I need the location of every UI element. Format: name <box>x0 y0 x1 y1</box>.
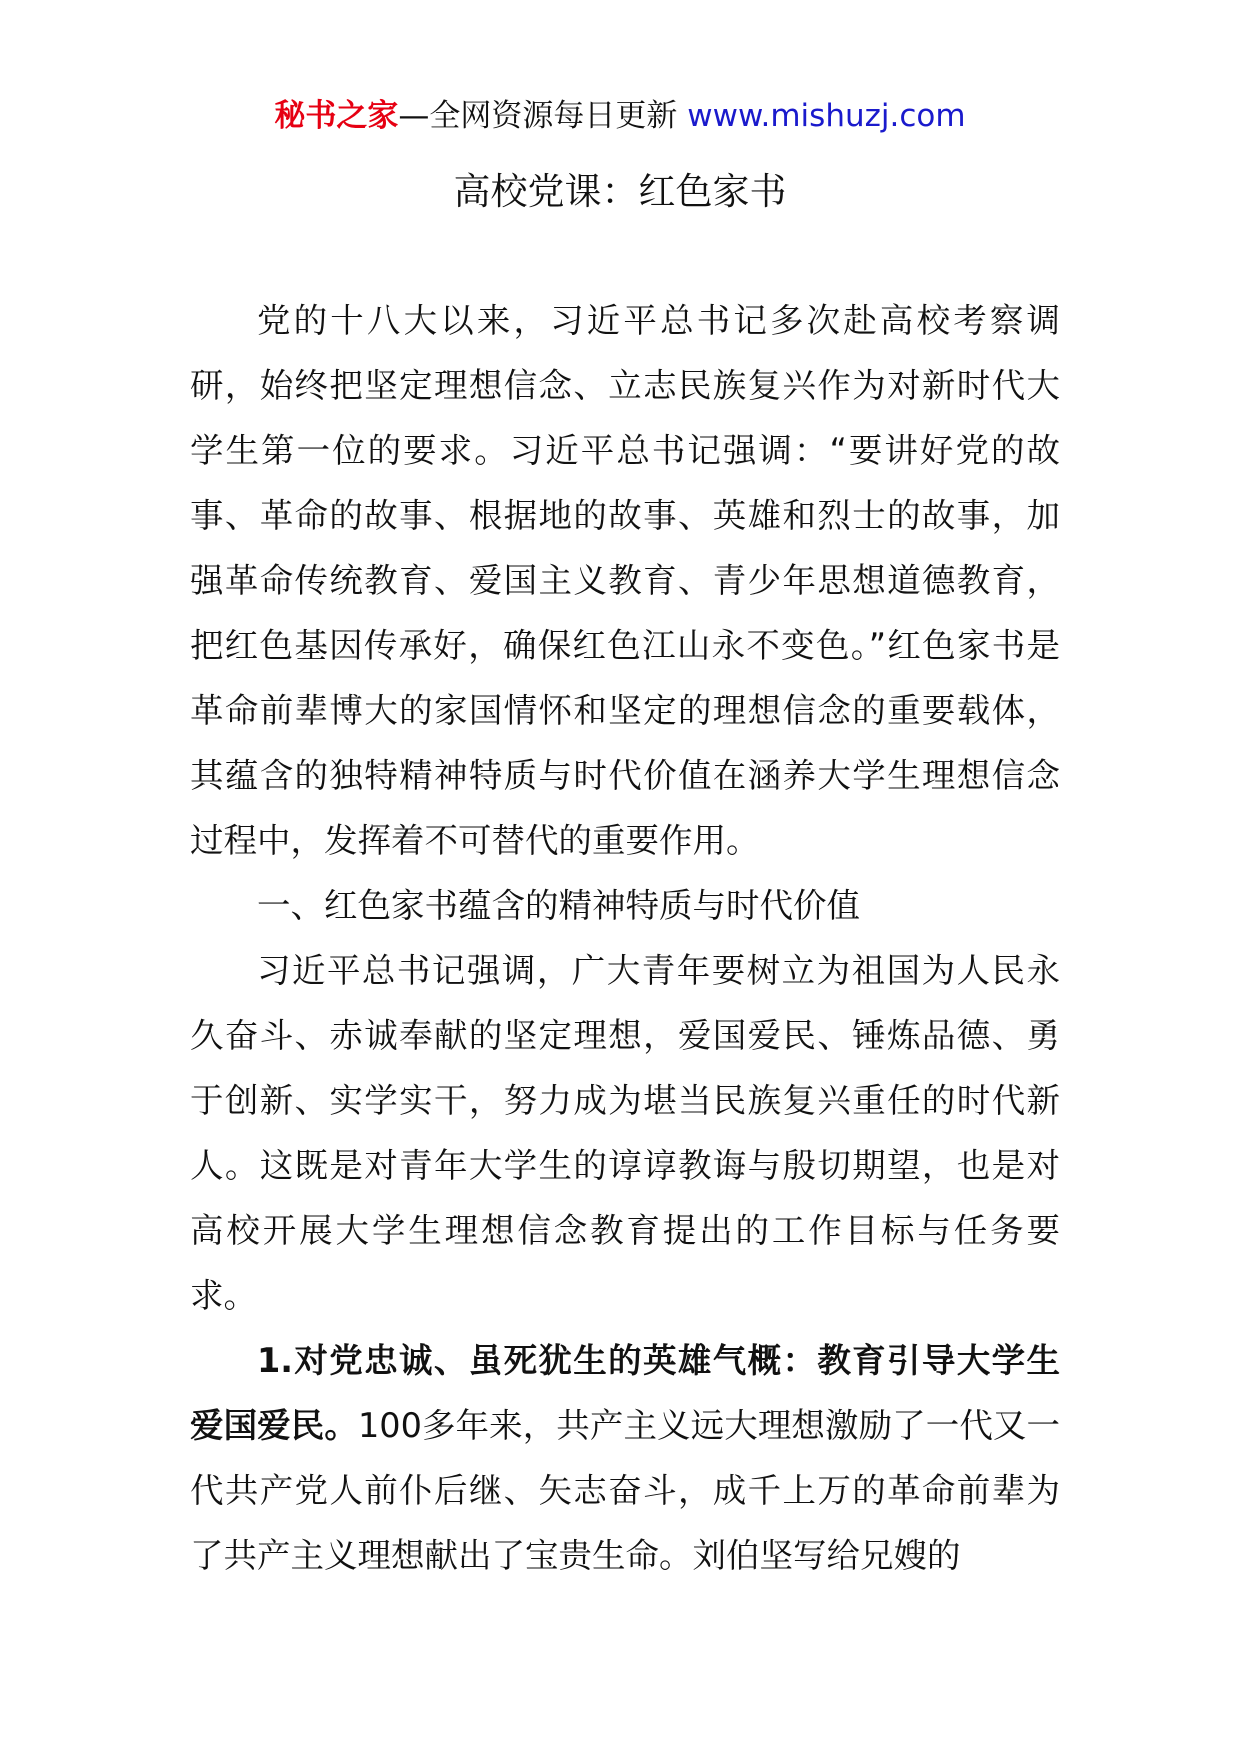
site-url-link[interactable]: www.mishuzj.com <box>687 98 966 134</box>
document-body <box>190 288 1060 1588</box>
header-slogan: —全网资源每日更新 <box>398 98 688 134</box>
site-header <box>0 96 1240 136</box>
intro-paragraph: 党的十八大以来，习近平总书记多次赴高校考察调研，始终把坚定理想信念、立志民族复兴作为对新时代大学生第一位的要求。习近平总书记强调：“要讲好党的故事、革命的故事、根据地的故事、英雄和烈士的故事，加强革命传统教育、爱国主义教育、青少年思想道德教育，把红色基因传承好，确保红色江山永不变色。”红色家书是革命前辈博大的家国情怀和坚定的理想信念的重要载体，其蕴含的独特精神特质与时代价值在涵养大学生理想信念过程中，发挥着不可替代的重要作用。 <box>190 301 1060 860</box>
subsection-text: 100多年来，共产主义远大理想激励了一代又一代共产党人前仆后继、矢志奋斗，成千上万的革命前辈为了共产主义理想献出了宝贵生命。刘伯坚写给兄嫂的 <box>190 1406 1060 1575</box>
brand-name: 秘书之家 <box>274 98 399 134</box>
subsection-heading: 1.对党忠诚、虽死犹生的英雄气概：教育引导大学生爱国爱民。 <box>190 1341 1060 1445</box>
body-paragraph: 习近平总书记强调，广大青年要树立为祖国为人民永久奋斗、赤诚奉献的坚定理想，爱国爱民、锤炼品德、勇于创新、实学实干，努力成为堪当民族复兴重任的时代新人。这既是对青年大学生的谆谆教诲与殷切期望，也是对高校开展大学生理想信念教育提出的工作目标与任务要求。 <box>190 951 1060 1315</box>
subsection-paragraph <box>190 1328 1060 1588</box>
document-title: 高校党课：红色家书 <box>453 170 787 213</box>
section-heading: 一、红色家书蕴含的精神特质与时代价值 <box>257 886 860 925</box>
